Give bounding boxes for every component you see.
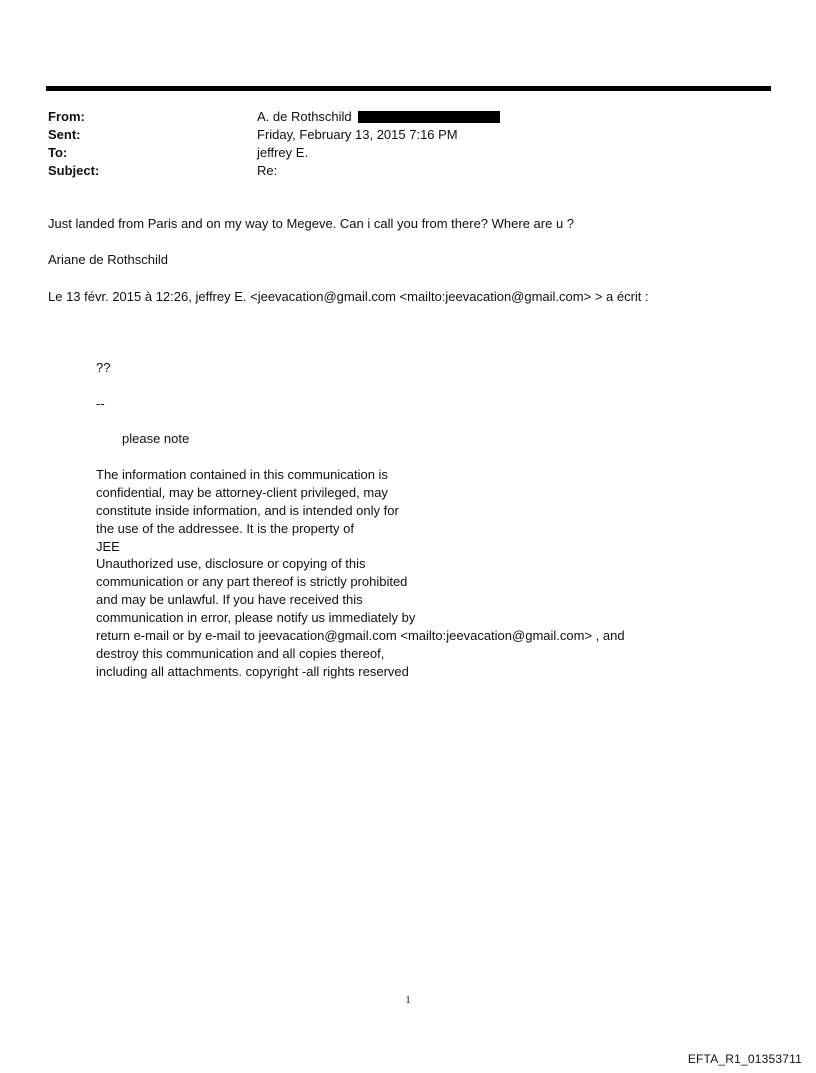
disclaimer-line: destroy this communication and all copies thereof,	[96, 645, 385, 661]
bates-number: EFTA_R1_01353711	[687, 1052, 802, 1066]
disclaimer-line: return e-mail or by e-mail to jeevacation@gmail.com <mailto:jeevacation@gmail.com> , and	[96, 628, 625, 644]
header-divider	[46, 86, 771, 91]
disclaimer-line: confidential, may be attorney-client privileged, may	[96, 484, 388, 500]
redaction-box	[358, 111, 500, 123]
subject-label: Subject:	[48, 163, 100, 178]
from-value	[257, 108, 500, 126]
disclaimer-line: and may be unlawful. If you have received this	[96, 592, 363, 608]
quote-intro: Le 13 févr. 2015 à 12:26, jeffrey E. <jeevacation@gmail.com <mailto:jeevacation@gmail.com> > a écrit :	[48, 289, 649, 304]
signature: Ariane de Rothschild	[48, 252, 168, 267]
from-label: From:	[48, 109, 85, 124]
signature-separator: --	[96, 396, 105, 411]
subject-row	[48, 162, 748, 180]
disclaimer-line: communication or any part thereof is strictly prohibited	[96, 574, 408, 590]
from-row	[48, 108, 748, 126]
sent-label: Sent:	[48, 127, 81, 142]
to-label: To:	[48, 145, 68, 160]
disclaimer-line: constitute inside information, and is intended only for	[96, 502, 399, 518]
page-number: 1	[405, 994, 411, 1006]
message-body: Just landed from Paris and on my way to Megeve. Can i call you from there? Where are u ?	[48, 216, 575, 231]
disclaimer-line: including all attachments. copyright -all rights reserved	[96, 663, 409, 679]
disclaimer	[96, 466, 625, 681]
subject-value: Re:	[257, 163, 278, 178]
disclaimer-line: JEE	[96, 538, 120, 554]
sender-name: A. de Rothschild	[257, 109, 352, 124]
note-heading: please note	[122, 431, 190, 446]
disclaimer-line: the use of the addressee. It is the property of	[96, 520, 354, 536]
sent-value: Friday, February 13, 2015 7:16 PM	[257, 127, 458, 142]
quoted-text: ??	[96, 360, 111, 375]
to-row	[48, 144, 748, 162]
disclaimer-line: communication in error, please notify us immediately by	[96, 610, 416, 626]
to-value: jeffrey E.	[257, 145, 309, 160]
sent-row	[48, 126, 748, 144]
email-header	[48, 108, 748, 180]
disclaimer-line: Unauthorized use, disclosure or copying of this	[96, 556, 366, 572]
disclaimer-line: The information contained in this communication is	[96, 467, 388, 482]
